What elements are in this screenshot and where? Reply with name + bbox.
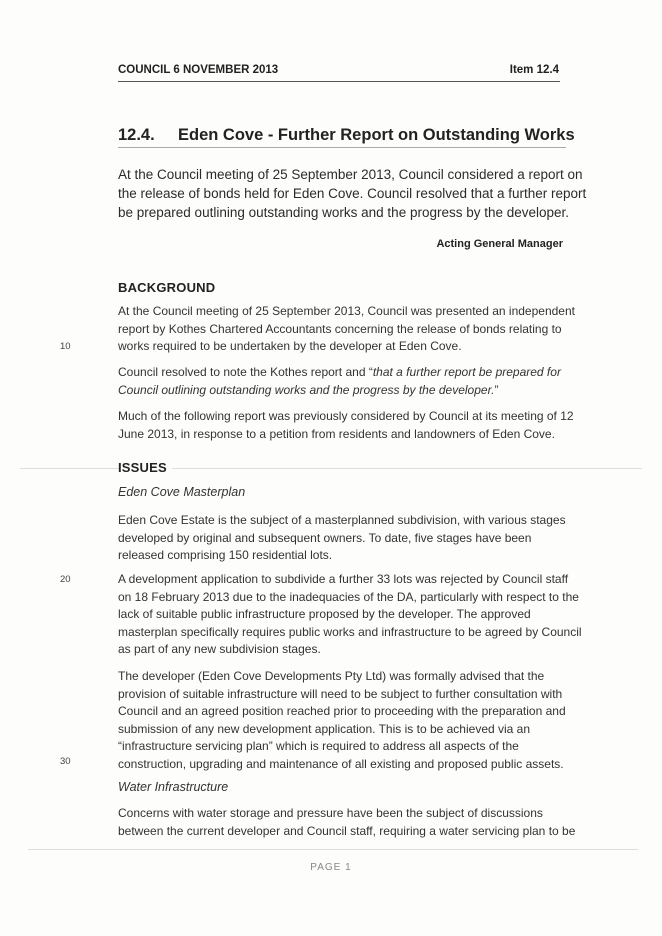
background-paragraph-2 <box>118 364 566 399</box>
text-line: on 18 February 2013 due to the inadequacies of the DA, particularly with respect to the <box>118 589 579 604</box>
text-line: provision of suitable infrastructure will need to be subject to further consultation with <box>118 686 563 701</box>
title-divider <box>118 147 566 148</box>
text-line: A development application to subdivide a further 33 lots was rejected by Council staff <box>118 572 569 586</box>
text-line: Concerns with water storage and pressure have been the subject of discussions <box>118 806 543 820</box>
text-line: submission of any new development application. This is to be achieved via an <box>118 721 531 736</box>
quoted-resolution: that a further report be prepared for <box>372 365 561 379</box>
text-run: Council resolved to note the Kothes report and “ <box>118 365 373 379</box>
text-line: At the Council meeting of 25 September 2013, Council considered a report on <box>118 167 583 182</box>
footer-rule <box>28 849 638 850</box>
issues-rule-right <box>172 468 642 469</box>
issues-paragraph-2 <box>118 571 582 659</box>
text-line: developed by original and subsequent owners. To date, five stages have been <box>118 530 532 545</box>
text-line: Eden Cove Estate is the subject of a masterplanned subdivision, with various stages <box>118 513 566 527</box>
background-paragraph-3 <box>118 408 574 443</box>
line-number: 20 <box>60 574 71 585</box>
title-number: 12.4. <box>118 126 155 144</box>
header-meeting-date: COUNCIL 6 NOVEMBER 2013 <box>118 64 279 76</box>
page-title <box>118 126 575 145</box>
text-line: report by Kothes Chartered Accountants concerning the release of bonds relating to <box>118 321 562 336</box>
background-paragraph-1 <box>118 303 575 356</box>
issues-paragraph-3 <box>118 668 566 773</box>
issues-rule-left <box>20 468 120 469</box>
text-line: June 2013, in response to a petition from residents and landowners of Eden Cove. <box>118 426 555 441</box>
issues-paragraph-1 <box>118 512 566 565</box>
text-line: works required to be undertaken by the developer at Eden Cove. <box>118 339 462 353</box>
text-line: “infrastructure servicing plan” which is required to address all aspects of the <box>118 739 519 753</box>
text-line: be prepared outlining outstanding works and the progress by the developer. <box>118 205 570 220</box>
text-line: masterplan specifically requires public works and infrastructure to be agreed by Council <box>118 624 582 639</box>
text-line: The developer (Eden Cove Developments Pty Ltd) was formally advised that the <box>118 669 545 683</box>
text-line: construction, upgrading and maintenance of all existing and proposed public assets. <box>118 756 564 771</box>
quoted-resolution: Council outlining outstanding works and the progress by the developer. <box>118 382 495 397</box>
text-line: released comprising 150 residential lots. <box>118 548 333 562</box>
text-line: lack of suitable public infrastructure proposed by the developer. The approved <box>118 607 531 621</box>
text-run: ” <box>494 382 499 397</box>
title-text: Eden Cove - Further Report on Outstanding Works <box>178 126 575 144</box>
issues-heading: ISSUES <box>118 460 167 475</box>
line-number: 30 <box>60 756 71 767</box>
subheading-water: Water Infrastructure <box>118 780 229 794</box>
line-number: 10 <box>60 341 71 352</box>
issues-paragraph-4 <box>118 805 576 840</box>
text-line: Council and an agreed position reached prior to proceeding with the preparation and <box>118 704 566 718</box>
header-divider <box>118 81 560 82</box>
text-line: Much of the following report was previously considered by Council at its meeting of 12 <box>118 409 574 423</box>
signatory: Acting General Manager <box>436 238 563 250</box>
subheading-masterplan: Eden Cove Masterplan <box>118 485 246 499</box>
background-heading: BACKGROUND <box>118 280 216 295</box>
page-number: PAGE 1 <box>310 862 352 873</box>
intro-paragraph <box>118 165 587 222</box>
text-line: between the current developer and Council staff, requiring a water servicing plan to be <box>118 823 576 838</box>
text-line: as part of any new subdivision stages. <box>118 642 321 656</box>
text-line: At the Council meeting of 25 September 2013, Council was presented an independent <box>118 304 575 318</box>
text-line: the release of bonds held for Eden Cove. Council resolved that a further report <box>118 186 587 201</box>
header-item-number: Item 12.4 <box>509 64 559 76</box>
